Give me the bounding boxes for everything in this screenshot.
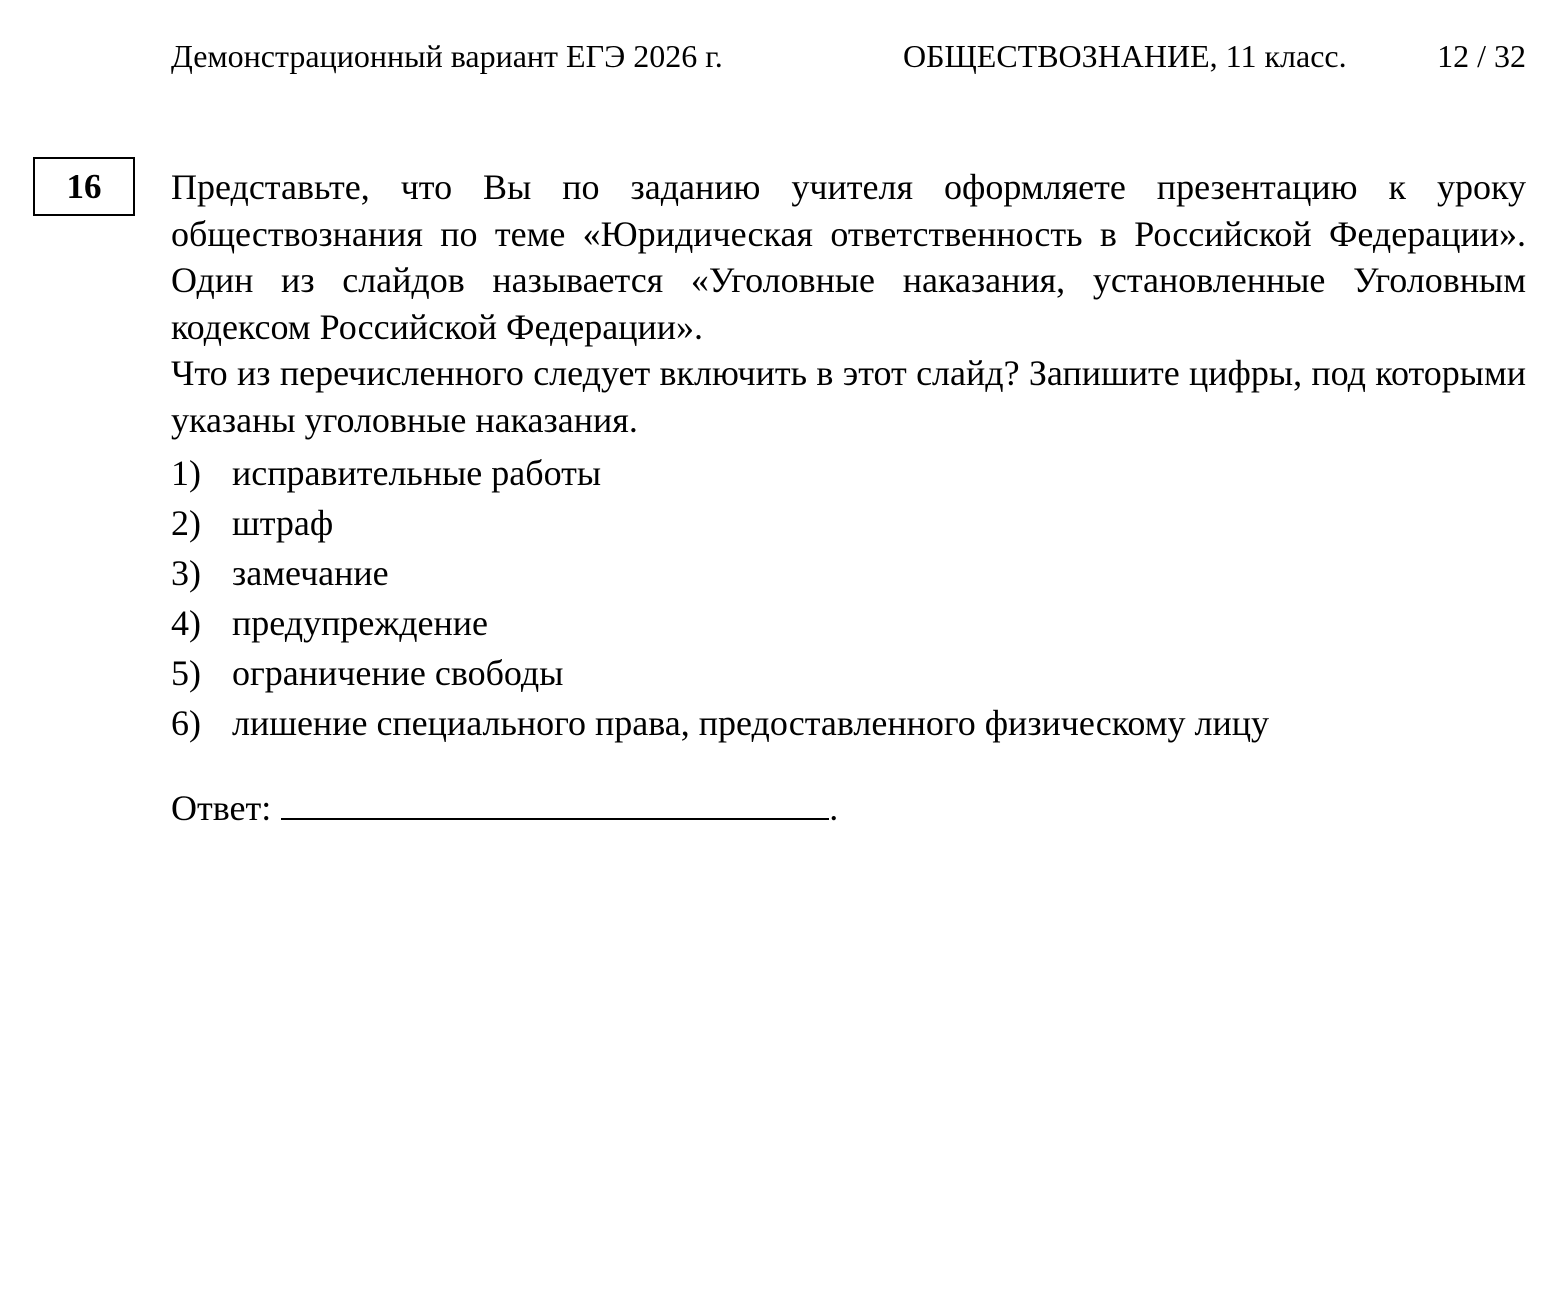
- option-text: ограничение свободы: [232, 653, 564, 693]
- option-number: 1): [171, 453, 201, 493]
- option-text: предупреждение: [232, 603, 489, 643]
- task-question: [171, 164, 1526, 443]
- option-number: 4): [171, 603, 201, 643]
- option-item: [171, 698, 1526, 748]
- subject-title: ОБЩЕСТВОЗНАНИЕ, 11 класс.: [903, 38, 1347, 74]
- option-item: [171, 598, 1526, 648]
- options-list: [171, 448, 1526, 748]
- answer-label: Ответ:: [171, 788, 272, 828]
- task-paragraph-1: Представьте, что Вы по заданию учителя оформляете презентацию к уроку обществознания по теме «Юридическая ответственность в Российской Федерации». Один из слайдов называется «Уголовные наказания, установленные Уголовным кодексом Российской Федерации».: [171, 167, 1526, 347]
- page-header: [171, 34, 1526, 78]
- option-item: [171, 498, 1526, 548]
- option-number: 5): [171, 653, 201, 693]
- option-number: 2): [171, 503, 201, 543]
- option-text: штраф: [232, 503, 334, 543]
- task-number-box: 16: [33, 157, 135, 216]
- option-text: исправительные работы: [232, 453, 602, 493]
- option-number: 6): [171, 703, 201, 743]
- option-item: [171, 548, 1526, 598]
- answer-blank-line[interactable]: [281, 780, 829, 820]
- option-item: [171, 648, 1526, 698]
- option-text: замечание: [232, 553, 389, 593]
- answer-period: .: [829, 788, 839, 828]
- answer-row: [171, 780, 838, 833]
- option-text: лишение специального права, предоставленного физическому лицу: [232, 703, 1270, 743]
- exam-variant-title: Демонстрационный вариант ЕГЭ 2026 г.: [171, 38, 723, 74]
- task-paragraph-2: Что из перечисленного следует включить в этот слайд? Запишите цифры, под которыми указаны уголовные наказания.: [171, 353, 1526, 440]
- page-number: 12 / 32: [1437, 38, 1526, 74]
- option-item: [171, 448, 1526, 498]
- option-number: 3): [171, 553, 201, 593]
